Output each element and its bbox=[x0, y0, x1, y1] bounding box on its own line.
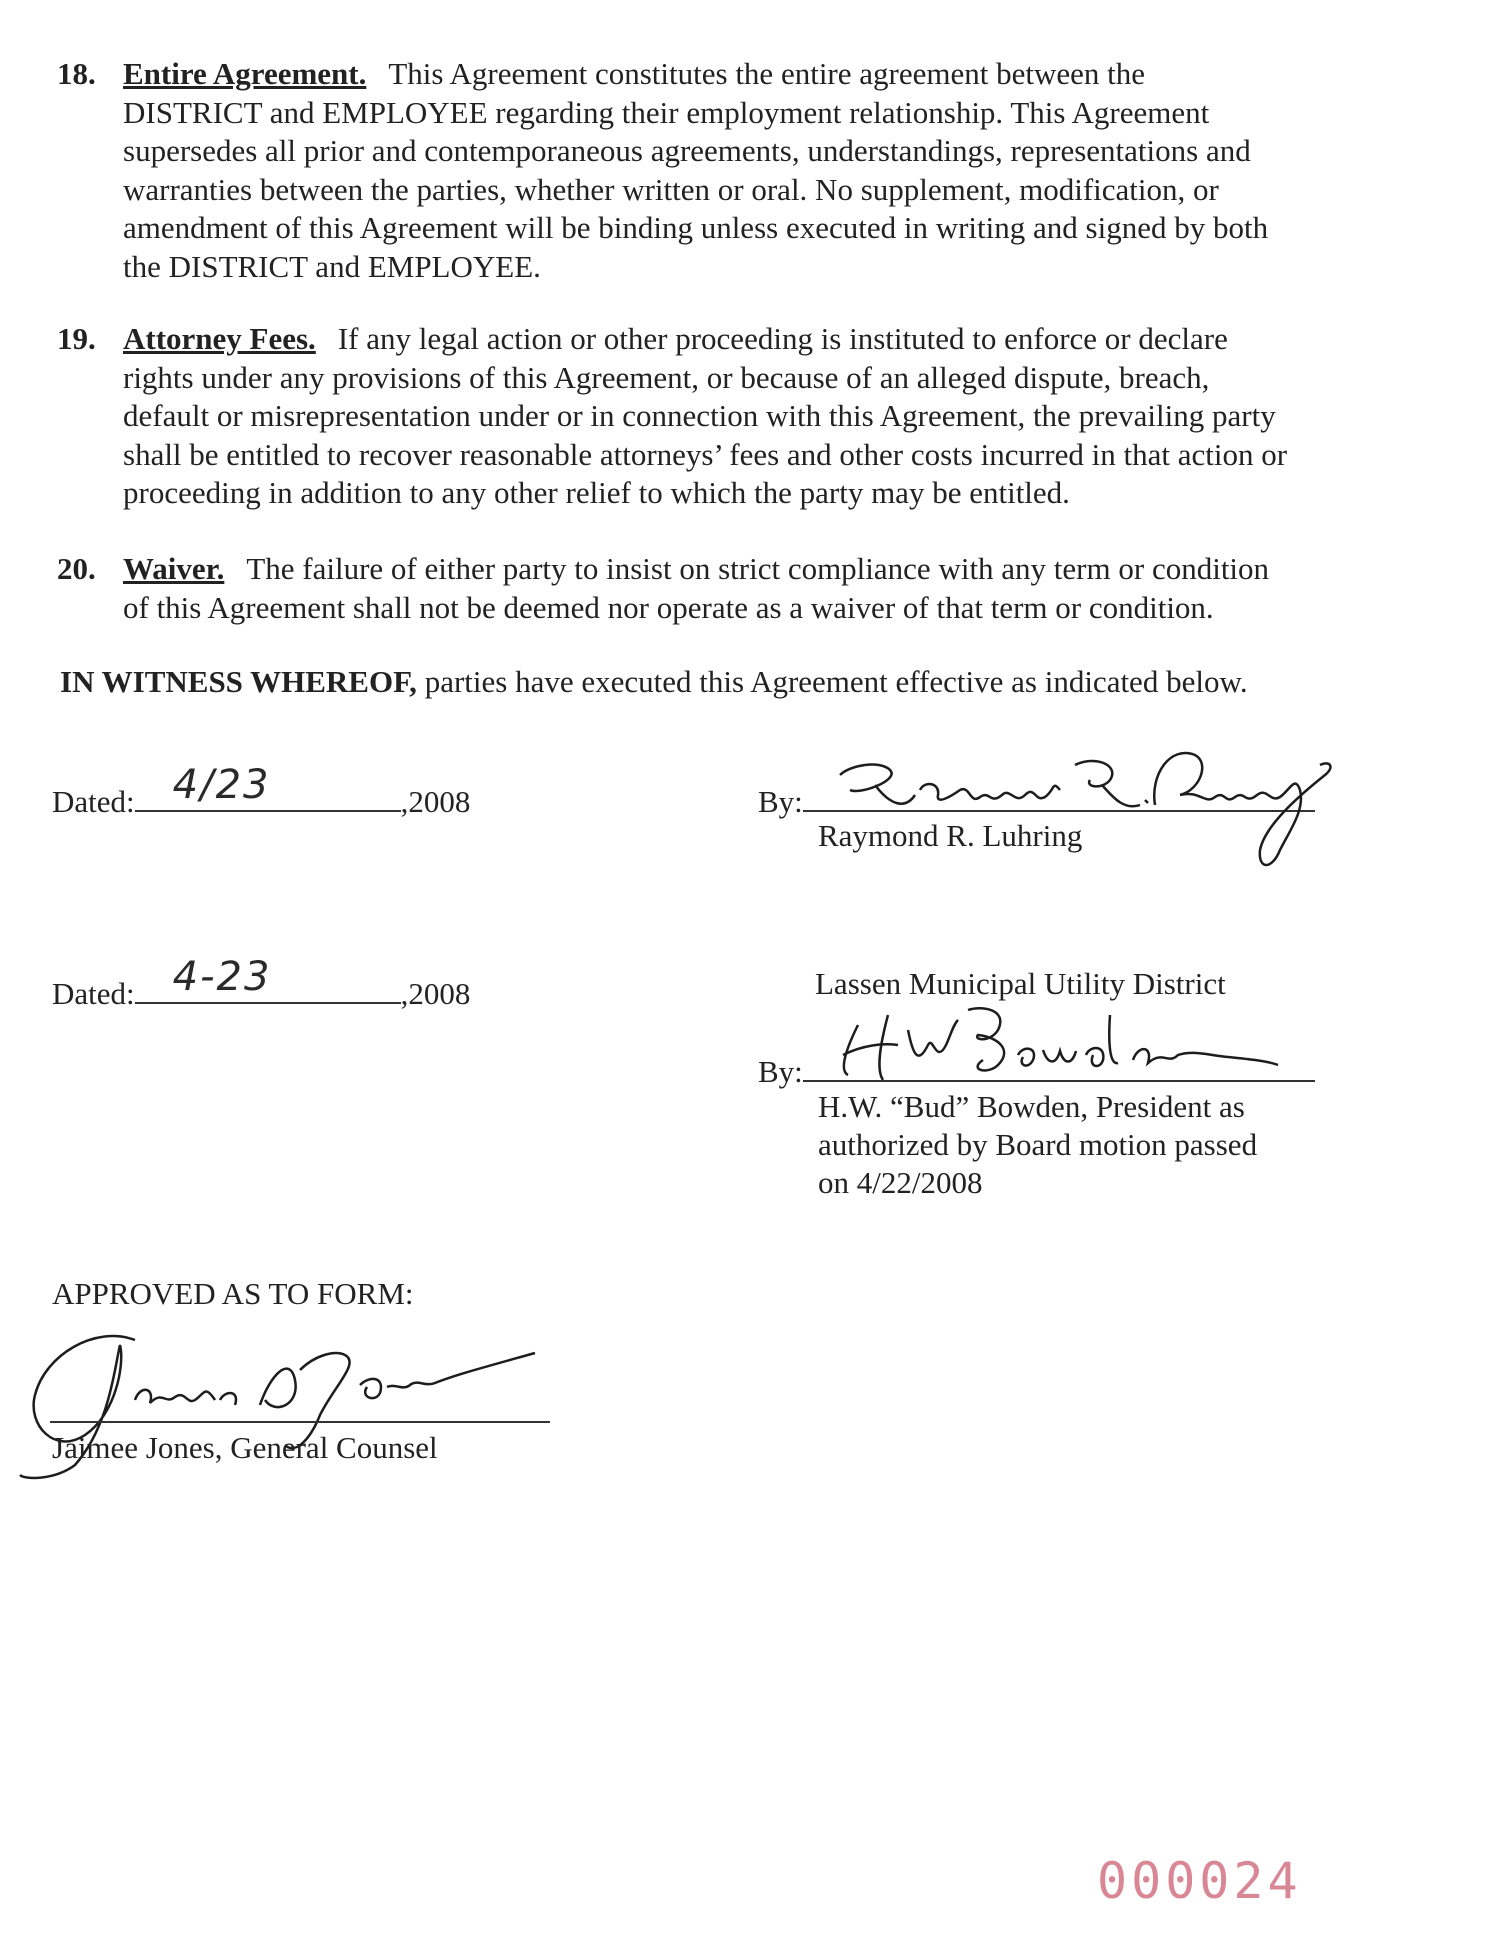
clause-line: If any legal action or other proceeding is instituted to enforce or declare bbox=[337, 321, 1228, 356]
clause-19 bbox=[57, 320, 1397, 513]
handwritten-date: 4-23 bbox=[172, 954, 272, 1000]
clause-heading: Waiver. bbox=[123, 551, 225, 586]
clause-line: This Agreement constitutes the entire agreement between the bbox=[388, 56, 1145, 91]
witness-statement bbox=[60, 664, 1248, 700]
dated-label: Dated: bbox=[52, 784, 135, 819]
clause-heading: Entire Agreement. bbox=[123, 56, 367, 91]
clause-line: the DISTRICT and EMPLOYEE. bbox=[123, 248, 541, 284]
clause-line: rights under any provisions of this Agreement, or because of an alleged dispute, breach, bbox=[123, 359, 1210, 395]
signature-bowden bbox=[818, 985, 1298, 1095]
dated-line-2 bbox=[52, 954, 471, 1012]
clause-18 bbox=[57, 55, 1397, 287]
witness-bold: IN WITNESS WHEREOF, bbox=[60, 664, 417, 699]
clause-line: proceeding in addition to any other relief to which the party may be entitled. bbox=[123, 475, 1070, 511]
by-label: By: bbox=[758, 784, 803, 819]
clause-number: 19. bbox=[57, 321, 96, 356]
clause-20 bbox=[57, 550, 1397, 627]
approved-as-to-form-label: APPROVED AS TO FORM: bbox=[52, 1276, 414, 1311]
dated-label: Dated: bbox=[52, 976, 135, 1011]
printed-name-luhring: Raymond R. Luhring bbox=[818, 818, 1083, 853]
clause-line: The failure of either party to insist on strict compliance with any term or condition bbox=[246, 551, 1270, 586]
clause-line: supersedes all prior and contemporaneous agreements, understandings, representations and bbox=[123, 133, 1251, 169]
dated-line-1 bbox=[52, 762, 471, 820]
by-label: By: bbox=[758, 1054, 803, 1089]
clause-line: DISTRICT and EMPLOYEE regarding their employment relationship. This Agreement bbox=[123, 94, 1210, 130]
clause-line: shall be entitled to recover reasonable attorneys’ fees and other costs incurred in that action or bbox=[123, 436, 1288, 472]
clause-number: 18. bbox=[57, 56, 96, 91]
date-blank bbox=[135, 762, 401, 812]
printed-line: H.W. “Bud” Bowden, President as bbox=[818, 1089, 1245, 1124]
handwritten-date: 4/23 bbox=[172, 762, 271, 808]
printed-line: authorized by Board motion passed bbox=[818, 1127, 1258, 1162]
clause-line: default or misrepresentation under or in connection with this Agreement, the prevailing party bbox=[123, 398, 1276, 434]
clause-line: amendment of this Agreement will be binding unless executed in writing and signed by both bbox=[123, 210, 1269, 246]
date-year: ,2008 bbox=[400, 976, 471, 1011]
counsel-signature-line bbox=[50, 1421, 550, 1423]
clause-heading: Attorney Fees. bbox=[123, 321, 316, 356]
date-blank bbox=[135, 954, 401, 1004]
clause-line: of this Agreement shall not be deemed nor operate as a waiver of that term or condition. bbox=[123, 589, 1214, 625]
printed-title-bowden bbox=[818, 1088, 1257, 1202]
printed-line: on 4/22/2008 bbox=[818, 1165, 983, 1200]
page-number-stamp: 000024 bbox=[1097, 1852, 1302, 1910]
witness-text: parties have executed this Agreement effective as indicated below. bbox=[416, 664, 1248, 699]
date-year: ,2008 bbox=[400, 784, 471, 819]
signature-luhring bbox=[820, 735, 1340, 885]
clause-number: 20. bbox=[57, 551, 96, 586]
printed-name-counsel: Jaimee Jones, General Counsel bbox=[52, 1430, 438, 1465]
clause-line: warranties between the parties, whether written or oral. No supplement, modification, or bbox=[123, 171, 1219, 207]
organization-name: Lassen Municipal Utility District bbox=[815, 966, 1226, 1001]
